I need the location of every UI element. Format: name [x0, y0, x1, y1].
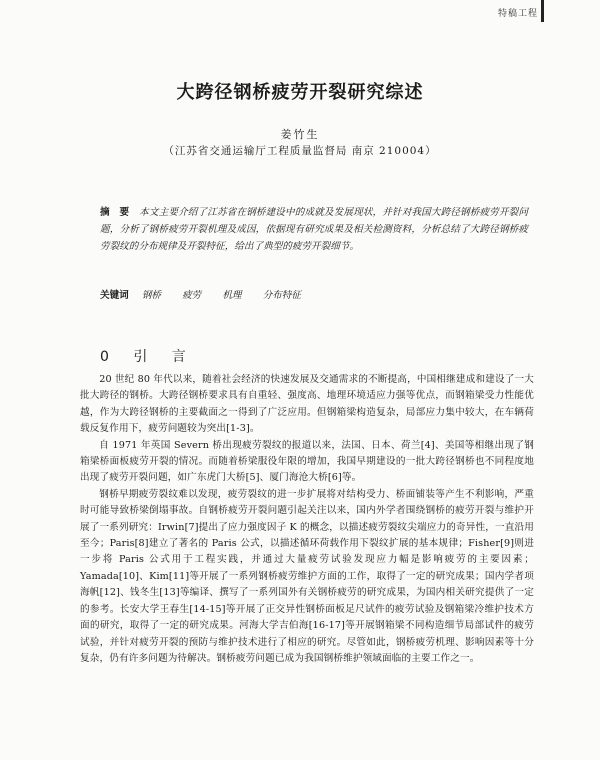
paper-title: 大跨径钢桥疲劳开裂研究综述 [176, 82, 424, 103]
keyword-item: 分布特征 [262, 290, 301, 301]
section-heading-introduction: 0 引 言 [100, 349, 196, 365]
author-name: 姜竹生 [280, 128, 320, 141]
keyword-item: 机理 [222, 290, 242, 301]
keywords [100, 287, 528, 304]
abstract-label: 摘 要 [100, 207, 130, 218]
body-text [80, 372, 534, 667]
keyword-item: 钢桥 [141, 290, 162, 301]
paragraph: 自 1971 年英国 Severn 桥出现疲劳裂纹的报道以来，法国、日本、荷兰[4]、美国等相继出现了钢箱梁桥面板疲劳开裂的情况。而随着桥梁服役年限的增加，我国早期建设的一批大跨径钢桥也不同程度地出现了疲劳开裂问题，如广东虎门大桥[5]、厦门海沧大桥[6]等。 [80, 439, 534, 484]
author-affiliation: （江苏省交通运输厅工程质量监督局 南京 210004） [163, 145, 437, 157]
keyword-item: 疲劳 [182, 290, 202, 301]
paragraph: 钢桥早期疲劳裂纹难以发现，疲劳裂纹的进一步扩展将对结构受力、桥面铺装等产生不利影响，严重时可能导致桥梁倒塌事故。自钢桥疲劳开裂问题引起关注以来，国内外学者围绕钢桥的疲劳开裂与维护开展了一系列研究：Irwin[7]提出了应力强度因子 K 的概念，以描述疲劳裂纹尖端应力的奇异性，一直沿用至今；Paris[8]建立了著名的 Paris 公式，以描述循环荷载作用下裂纹扩展的基本规律；Fisher[9]则进一步将 Paris 公式用于工程实践，并通过大量疲劳试验发现应力幅是影响疲劳的主要因素；Yamada[10]、Kim[11]等开展了一系列钢桥疲劳维护方面的工作，取得了一定的研究成果；国内学者项海帆[12]、钱冬生[13]等编译、撰写了一系列国外有关钢桥疲劳的研究成果，为国内相关研究提供了一定的参考。长安大学王春生[14-15]等开展了正交异性钢桥面板足尺试件的疲劳试验及钢箱梁冷维护技术方面的研究，取得了一定的研究成果。河海大学吉伯海[16-17]等开展钢箱梁不同构造细节局部试件的疲劳试验，并针对疲劳开裂的预防与维护技术进行了相应的研究。尽管如此，钢桥疲劳机理、影响因素等十分复杂，仍有许多问题为待解决。钢桥疲劳问题已成为我国钢桥维护领域面临的主要工作之一。 [80, 488, 534, 664]
abstract-text: 本文主要介绍了江苏省在钢桥建设中的成就及发展现状，并针对我国大跨径钢桥疲劳开裂问题，分析了钢桥疲劳开裂机理及成因，依据现有研究成果及相关检测资料，分析总结了大跨径钢桥疲劳裂纹的分布规律及开裂特征，给出了典型的疲劳开裂细节。 [100, 207, 528, 252]
journal-section-tag: 特稿工程 [497, 9, 538, 19]
abstract [100, 204, 528, 255]
header-rule [541, 0, 544, 22]
paragraph: 20 世纪 80 年代以来，随着社会经济的快速发展及交通需求的不断提高，中国相继建成和建设了一大批大跨径的钢桥。大跨径钢桥要求具有自重轻、强度高、地理环境适应力强等优点，而钢箱梁受力性能优越，作为大跨径钢桥的主要截面之一得到了广泛应用。但钢箱梁构造复杂，局部应力集中较大，在车辆荷载反复作用下，疲劳问题较为突出[1-3]。 [80, 374, 534, 435]
keywords-label: 关键词 [100, 290, 129, 301]
